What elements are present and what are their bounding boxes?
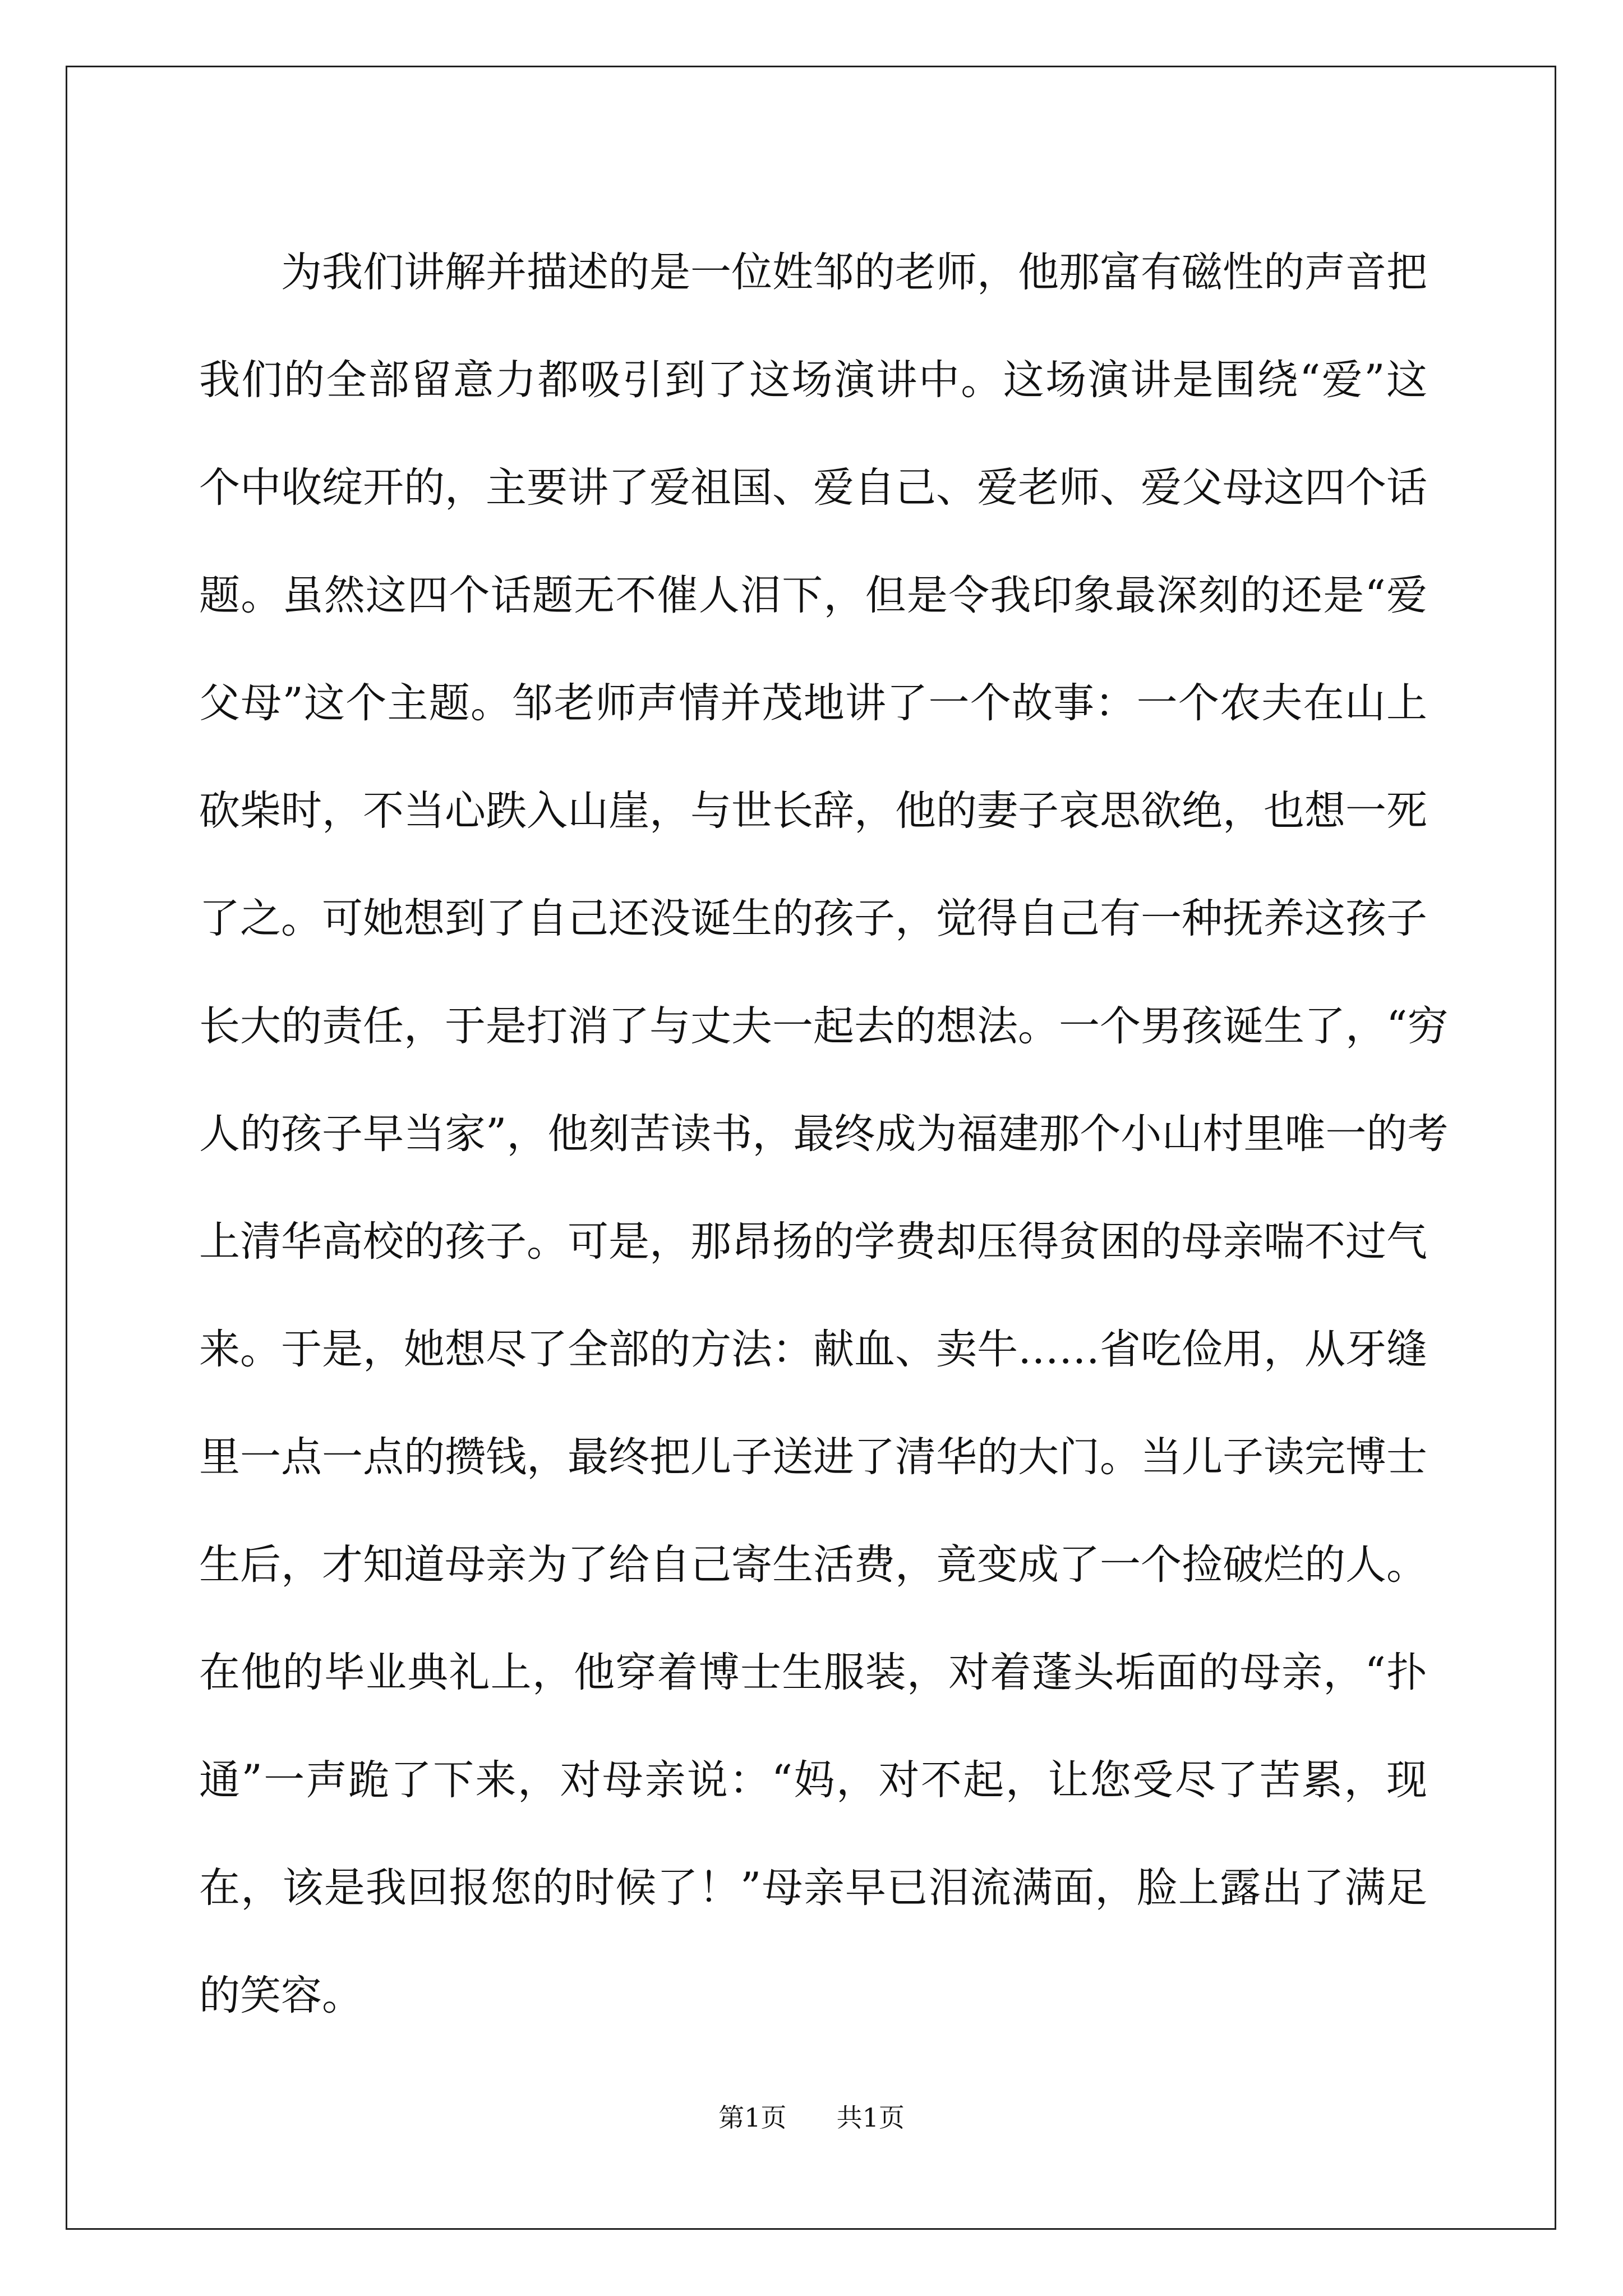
text-line: 长大的责任，于是打消了与丈夫一起去的想法。一个男孩诞生了，“穷 [199, 1002, 1449, 1050]
text-line: 父母”这个主题。邹老师声情并茂地讲了一个故事：一个农夫在山上 [199, 679, 1427, 727]
text-line: 里一点一点的攒钱，最终把儿子送进了清华的大门。当儿子读完博士 [199, 1433, 1427, 1481]
text-line: 的笑容。 [199, 1972, 363, 2019]
text-line: 我们的全部留意力都吸引到了这场演讲中。这场演讲是围绕“爱”这 [199, 356, 1427, 404]
text-line: 在，该是我回报您的时候了！”母亲早已泪流满面，脸上露出了满足 [199, 1864, 1427, 1912]
text-line: 来。于是，她想尽了全部的方法：献血、卖牛……省吃俭用，从牙缝 [199, 1326, 1427, 1373]
text-line: 通”一声跪了下来，对母亲说：“妈，对不起，让您受尽了苦累，现 [199, 1756, 1427, 1804]
text-line: 个中收绽开的，主要讲了爱祖国、爱自己、爱老师、爱父母这四个话 [199, 464, 1427, 512]
text-line: 生后，才知道母亲为了给自己寄生活费，竟变成了一个捡破烂的人。 [199, 1541, 1427, 1589]
text-line: 上清华高校的孩子。可是，那昂扬的学费却压得贫困的母亲喘不过气 [199, 1218, 1427, 1266]
page-total: 共1页 [836, 2102, 905, 2133]
page-footer [0, 2101, 1623, 2134]
text-line: 了之。可她想到了自己还没诞生的孩子，觉得自己有一种抚养这孩子 [199, 895, 1427, 942]
page-number: 第1页 [718, 2102, 787, 2133]
text-line: 人的孩子早当家”，他刻苦读书，最终成为福建那个小山村里唯一的考 [199, 1110, 1449, 1158]
text-line: 题。虽然这四个话题无不催人泪下，但是令我印象最深刻的还是“爱 [199, 572, 1427, 619]
text-line: 为我们讲解并描述的是一位姓邹的老师，他那富有磁性的声音把 [281, 249, 1427, 296]
text-line: 砍柴时，不当心跌入山崖，与世长辞，他的妻子哀思欲绝，也想一死 [199, 787, 1427, 835]
document-body [199, 219, 1449, 2050]
text-line: 在他的毕业典礼上，他穿着博士生服装，对着蓬头垢面的母亲，“扑 [199, 1649, 1427, 1696]
